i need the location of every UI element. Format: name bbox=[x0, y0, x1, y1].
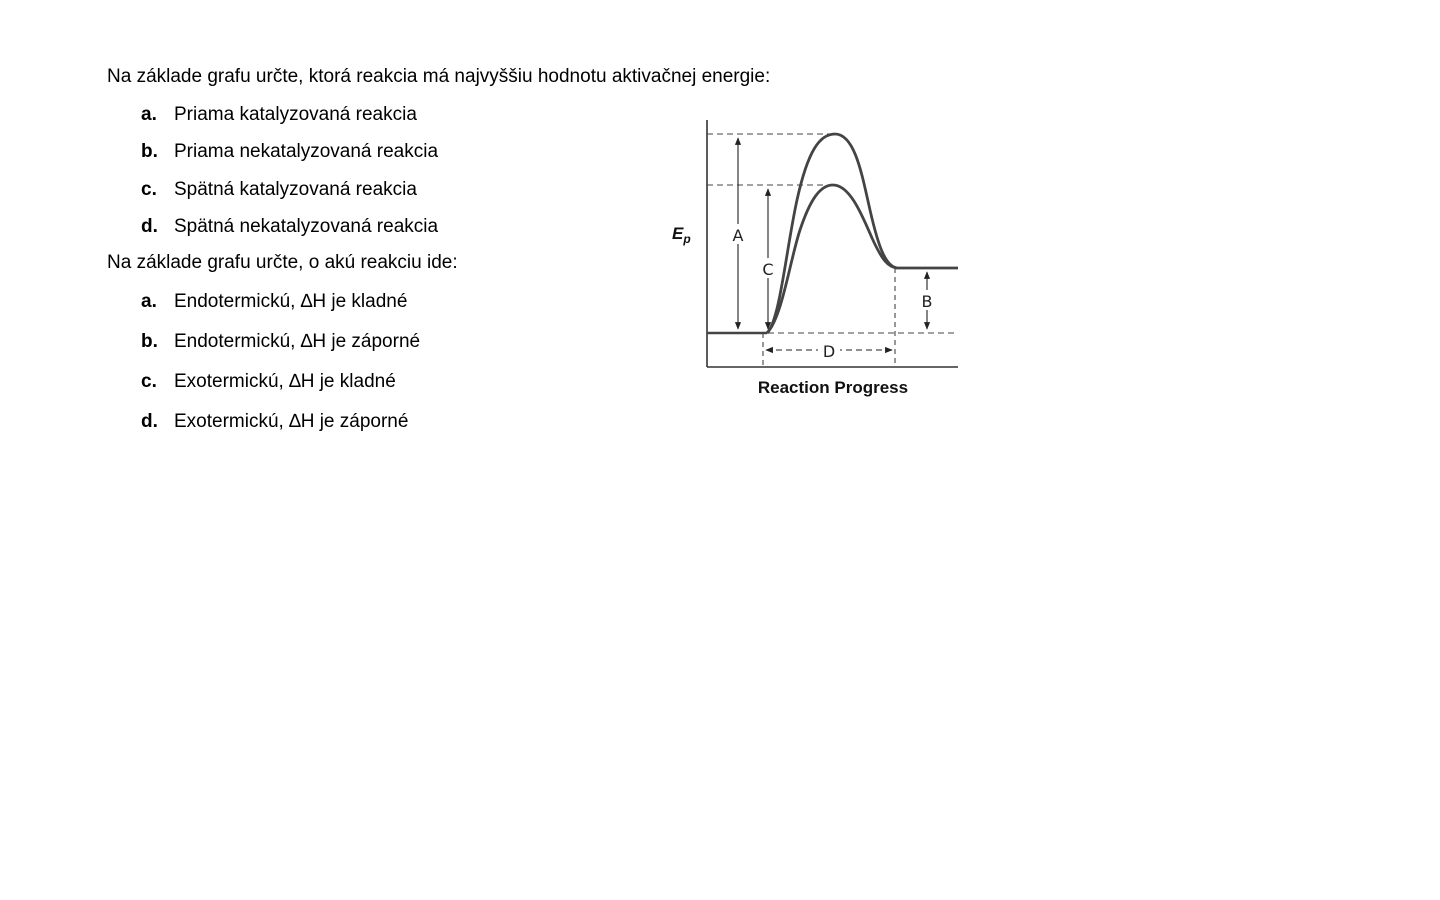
q1-option-d-text: Spätná nekatalyzovaná reakcia bbox=[174, 216, 439, 237]
q2-option-b bbox=[141, 331, 420, 353]
energy-diagram bbox=[660, 110, 970, 405]
q2-option-c-letter: c. bbox=[141, 371, 157, 392]
question-2-text: Na základe grafu určte, o akú reakciu ide: bbox=[107, 252, 458, 273]
label-d: D bbox=[822, 342, 836, 361]
q1-option-c bbox=[141, 179, 417, 201]
q2-option-c bbox=[141, 371, 396, 393]
label-c: C bbox=[762, 260, 774, 279]
q1-option-b-text: Priama nekatalyzovaná reakcia bbox=[174, 141, 439, 162]
q2-option-b-letter: b. bbox=[141, 331, 158, 352]
label-b: B bbox=[921, 292, 933, 311]
q2-option-a-letter: a. bbox=[141, 291, 157, 312]
q1-option-a-text: Priama katalyzovaná reakcia bbox=[174, 104, 417, 125]
q1-option-c-text: Spätná katalyzovaná reakcia bbox=[174, 179, 417, 200]
q2-option-a bbox=[141, 291, 407, 313]
y-axis-label-main: E bbox=[672, 224, 684, 243]
q1-option-b bbox=[141, 141, 438, 163]
q1-option-b-letter: b. bbox=[141, 141, 158, 162]
question-1-text: Na základe grafu určte, ktorá reakcia má najvyššiu hodnotu aktivačnej energie: bbox=[107, 66, 771, 87]
q1-option-c-letter: c. bbox=[141, 179, 157, 200]
q2-option-b-text: Endotermickú, ∆H je záporné bbox=[174, 331, 421, 352]
q2-option-d bbox=[141, 411, 408, 433]
x-axis-label: Reaction Progress bbox=[757, 378, 909, 397]
q1-option-a-letter: a. bbox=[141, 104, 157, 125]
q2-option-d-text: Exotermickú, ∆H je záporné bbox=[174, 411, 409, 432]
q2-option-a-text: Endotermickú, ∆H je kladné bbox=[174, 291, 408, 312]
q1-option-d-letter: d. bbox=[141, 216, 158, 237]
q1-option-a bbox=[141, 104, 417, 126]
q2-option-d-letter: d. bbox=[141, 411, 158, 432]
q1-option-d bbox=[141, 216, 438, 238]
y-axis-label bbox=[672, 224, 691, 246]
label-a: A bbox=[732, 226, 744, 245]
q2-option-c-text: Exotermickú, ∆H je kladné bbox=[174, 371, 396, 392]
energy-diagram-svg bbox=[660, 110, 970, 405]
y-axis-label-sub: p bbox=[683, 232, 691, 246]
